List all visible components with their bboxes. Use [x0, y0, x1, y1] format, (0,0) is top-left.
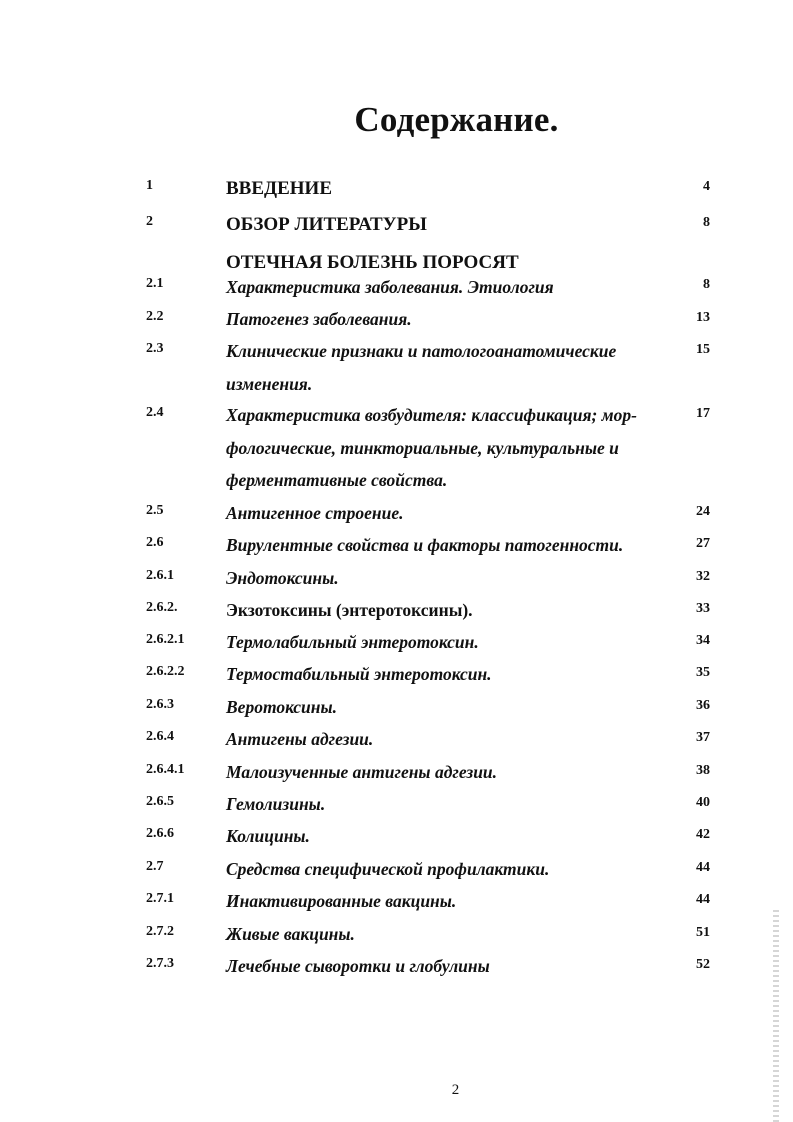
toc-entry-title: ВВЕДЕНИЕ — [226, 178, 332, 199]
toc-entry-number: 2.4 — [146, 405, 164, 420]
toc-entry-number: 1 — [146, 178, 153, 193]
toc-entry-page: 17 — [696, 406, 710, 421]
toc-entry-page: 42 — [696, 827, 710, 842]
toc-entry-title: Характеристика заболевания. Этиология — [226, 277, 554, 297]
toc-entry-title: Термостабильный энтеротоксин. — [226, 664, 492, 684]
toc-entry-page: 8 — [703, 215, 710, 230]
toc-entry-page: 33 — [696, 601, 710, 616]
toc-entry-number: 2.6 — [146, 535, 164, 550]
toc-entry-title: Антигенное строение. — [226, 503, 404, 523]
toc-entry-page: 40 — [696, 795, 710, 810]
toc-entry-page: 36 — [696, 698, 710, 713]
toc-entry-title: Экзотоксины (энтеротоксины). — [226, 600, 473, 620]
toc-entry-page: 44 — [696, 860, 710, 875]
toc-entry-page: 27 — [696, 536, 710, 551]
toc-entry-number: 2.6.2.1 — [146, 632, 185, 647]
toc-entry-number: 2.6.4.1 — [146, 762, 185, 777]
toc-entry-number: 2.6.4 — [146, 729, 174, 744]
toc-entry-title: Клинические признаки и патологоанатомические изменения. — [226, 341, 617, 394]
toc-entry-page: 51 — [696, 925, 710, 940]
toc-entry-number: 2.3 — [146, 341, 164, 356]
toc-entry-number: 2.6.1 — [146, 568, 174, 583]
page-number: 2 — [451, 1082, 460, 1098]
toc-entry-page: 44 — [696, 892, 710, 907]
toc-entry-title: Патогенез заболевания. — [226, 309, 412, 329]
toc-entry-number: 2.7 — [146, 859, 164, 874]
toc-entry-number: 2.6.5 — [146, 794, 174, 809]
toc-entry-title: Вирулентные свойства и факторы патогенности. — [226, 535, 624, 555]
toc-entry-title: ОБЗОР ЛИТЕРАТУРЫ — [226, 214, 427, 235]
toc-entry-title: Лечебные сыворотки и глобулины — [226, 956, 490, 976]
toc-entry-page: 15 — [696, 342, 710, 357]
toc-entry-title: Термолабильный энтеротоксин. — [226, 632, 479, 652]
toc-entry-title: Инактивированные вакцины. — [226, 891, 457, 911]
toc-entry-page: 37 — [696, 730, 710, 745]
toc-entry-title: Гемолизины. — [226, 794, 326, 814]
scan-edge-artifact — [773, 910, 779, 1122]
toc-entry-page: 4 — [703, 179, 710, 194]
toc-entry-page: 32 — [696, 569, 710, 584]
toc-entry-page: 34 — [696, 633, 710, 648]
toc-entry-number: 2.7.2 — [146, 924, 174, 939]
toc-entry-number: 2.5 — [146, 503, 164, 518]
toc-entry-title: Антигены адгезии. — [226, 729, 374, 749]
toc-entry-page: 8 — [703, 277, 710, 292]
toc-entry-number: 2.2 — [146, 309, 164, 324]
toc-entry-title: Малоизученные антигены адгезии. — [226, 762, 498, 782]
toc-entry-number: 2.7.1 — [146, 891, 174, 906]
toc-entry-title: Колицины. — [226, 826, 310, 846]
toc-entry-page: 52 — [696, 957, 710, 972]
toc-entry-title: Веротоксины. — [226, 697, 338, 717]
toc-entry-number: 2.6.6 — [146, 826, 174, 841]
toc-entry-page: 38 — [696, 763, 710, 778]
toc-entry-number: 2.1 — [146, 276, 164, 291]
toc-entry-page: 24 — [696, 504, 710, 519]
toc-entry-number: 2.6.2. — [146, 600, 178, 615]
toc-entry-number: 2.6.3 — [146, 697, 174, 712]
toc-entry-title: Характеристика возбудителя: классификация; мор-фологические, тинкториальные, культуральные и ферментативные свойства. — [226, 405, 638, 490]
toc-entry-number: 2.6.2.2 — [146, 664, 185, 679]
toc-section-title: ОТЕЧНАЯ БОЛЕЗНЬ ПОРОСЯТ — [226, 252, 519, 273]
toc-entry-number: 2.7.3 — [146, 956, 174, 971]
toc-entry-title: Средства специфической профилактики. — [226, 859, 550, 879]
toc-entry-number: 2 — [146, 214, 153, 229]
toc-entry-page: 13 — [696, 310, 710, 325]
toc-entry-title: Живые вакцины. — [226, 924, 355, 944]
toc-entry-title: Эндотоксины. — [226, 568, 339, 588]
toc-entry-page: 35 — [696, 665, 710, 680]
page-title: Содержание. — [354, 100, 559, 139]
